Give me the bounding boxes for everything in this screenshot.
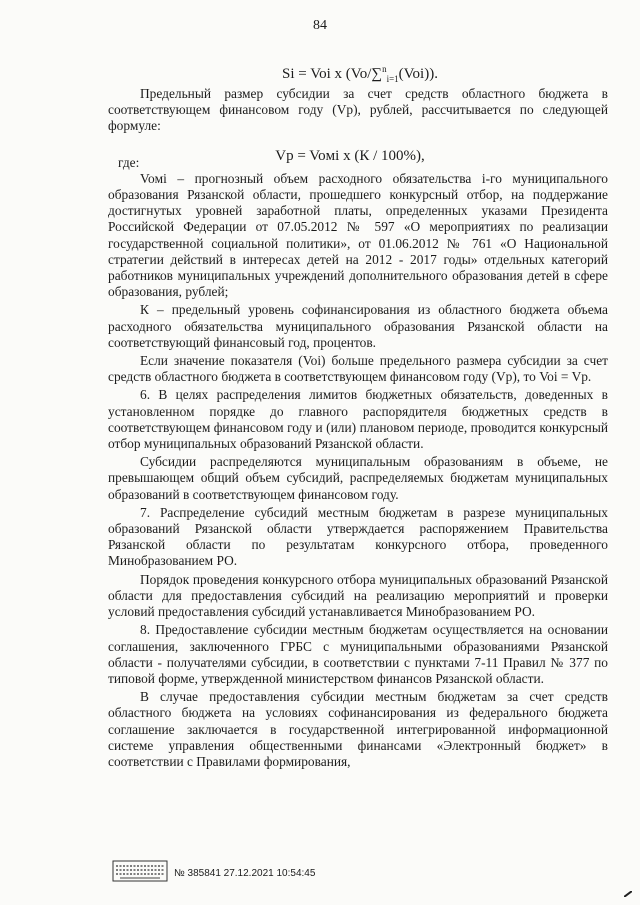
page-number: 84	[313, 18, 327, 33]
sum-upper-limit: n	[382, 64, 387, 74]
paragraph-item-6: 6. В целях распределения лимитов бюджетных обязательств, доведенных в установленном порядке до главного распорядителя бюджетных средств в соответствующем финансовом году и (или) плановом периоде, проводится конкурсный отбор муниципальных образований Рязанской области.	[108, 387, 608, 452]
formula-si-right: (Voi)).	[398, 66, 438, 82]
document-body	[108, 86, 608, 770]
registry-stamp-icon	[112, 860, 168, 882]
document-footer	[112, 860, 532, 890]
paragraph-max-subsidy: Предельный размер субсидии за счет средств областного бюджета в соответствующем финансовом году (Vp), рублей, рассчитывается по следующей формуле:	[108, 86, 608, 134]
paragraph-k-definition: К – предельный уровень софинансирования из областного бюджета объема расходного обязательства муниципального образования Рязанской области на соответствующий финансовый год, процентов.	[108, 302, 608, 350]
paragraph-subsidy-distribution: Субсидии распределяются муниципальным образованиям в объеме, не превышающем общий объем субсидий, распределяемых бюджетам муниципальных образований в соответствующем финансовом году.	[108, 454, 608, 502]
paragraph-where: где:	[118, 154, 140, 170]
formula-si-left: Si = Voi x (Vo/	[282, 66, 372, 82]
corner-mark-icon	[624, 891, 632, 897]
paragraph-item-8: 8. Предоставление субсидии местным бюджетам осуществляется на основании соглашения, заключенного ГРБС с муниципальными образованиями Рязанской области - получателями субсидии, в соответствии с пунктами 7-11 Правил № 377 по типовой форме, утвержденной министерством финансов Рязанской области.	[108, 622, 608, 686]
paragraph-cofinancing: В случае предоставления субсидии местным бюджетам за счет средств областного бюджета на условиях софинансирования из федерального бюджета соглашение заключается в государственной интегрированной информационной системе управления общественными финансами «Электронный бюджет» в соответствии с Правилами формирования,	[108, 689, 608, 769]
formula-si	[40, 60, 640, 88]
paragraph-selection-procedure: Порядок проведения конкурсного отбора муниципальных образований Рязанской области для предоставления субсидий на реализацию мероприятий и проверки условий предоставления субсидий устанавливается Минобразованием РО.	[108, 571, 608, 620]
sum-symbol: ∑	[371, 66, 383, 82]
sum-lower-limit: i=1	[386, 74, 399, 84]
formula-vp: Vp = Voмi x (К / 100%),	[275, 148, 425, 164]
document-registration-number: № 385841 27.12.2021 10:54:45	[174, 868, 316, 879]
paragraph-item-7: 7. Распределение субсидий местным бюджетам в разрезе муниципальных образований Рязанской области утверждается распоряжением Правительства Рязанской области по результатам конкурсного отбора, проведенного Минобразованием РО.	[108, 504, 608, 569]
paragraph-vomi-definition: Voмi – прогнозный объем расходного обязательства i-го муниципального образования Рязанской области, прошедшего конкурсный отбор, на поддержание достигнутых уровней заработной платы, определенных указами Президента Российской Федерации от 07.05.2012 № 597 «О мероприятиях по реализации государственной социальной политики», от 01.06.2012 № 761 «О Национальной стратегии действий в интересах детей на 2012 - 2017 годы» отдельных категорий работников муниципальных учреждений дополнительного образования детей в сфере образования, рублей;	[108, 170, 608, 300]
paragraph-voi-limit: Если значение показателя (Voi) больше предельного размера субсидии за счет средств областного бюджета в соответствующем финансовом году (Vp), то Voi = Vp.	[108, 353, 608, 385]
